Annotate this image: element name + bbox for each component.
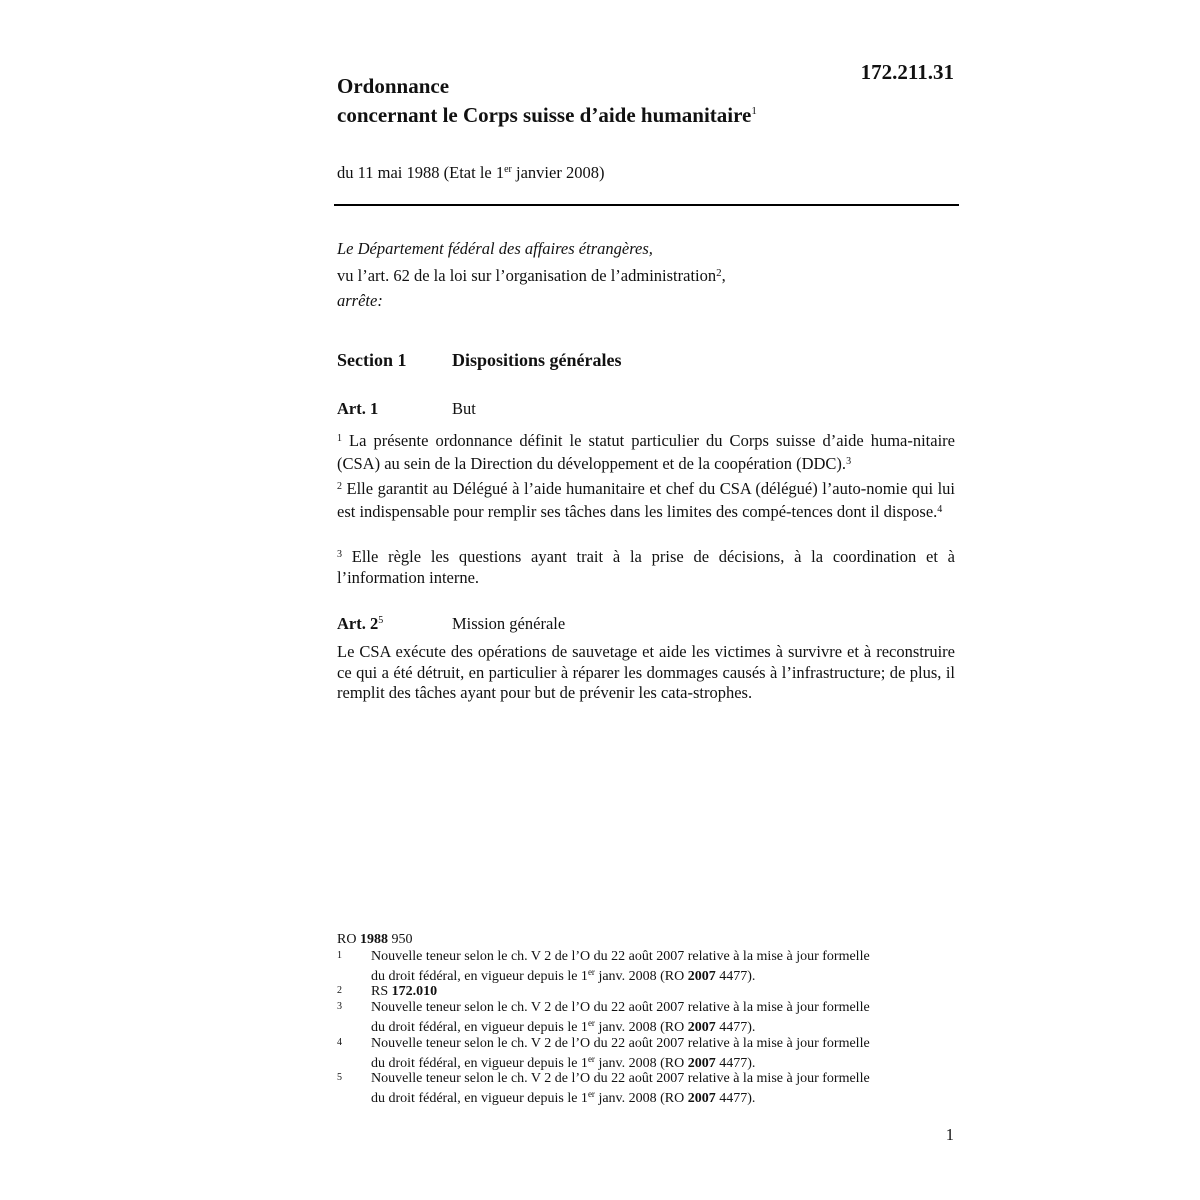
- page-number: 1: [945, 1125, 954, 1144]
- footnote-ref[interactable]: 1: [751, 105, 757, 117]
- title-line-1: Ordonnance: [337, 74, 450, 98]
- article-heading: Art. $2^5$ Mission générale: [337, 614, 566, 633]
- footnote: 4 Nouvelle teneur selon le ch. V 2 de l’O du 22 août 2007 relative à la mise à jour formelle du droit fédéral, en vigueur depuis le 1er janv. 2008 (RO 2007 4477).: [337, 1035, 870, 1071]
- article-paragraph: $^2$ Elle garantit au Délégué à l’aide humanitaire et chef du CSA (délégué) l’auto-nomie qui lui est indispensable pour remplir ses tâches dans les limites des compé-tences dont il dispose.$^4$: [337, 479, 955, 521]
- source-reference: RO 1988 950: [337, 932, 413, 947]
- issuer: Le Département fédéral des affaires étrangères,: [337, 239, 653, 258]
- preamble: [337, 236, 957, 313]
- rs-number: 172.211.31: [860, 60, 954, 84]
- date-line: du 11 mai 1988 (Etat le 1er janvier 2008): [337, 163, 605, 182]
- title-line-2: concernant le Corps suisse d’aide humanitaire$^1$: [337, 103, 757, 127]
- footnote-ref[interactable]: 5: [378, 615, 384, 626]
- footnotes: [337, 932, 957, 1107]
- footnote-ref[interactable]: 4: [937, 503, 943, 515]
- footnote: 5 Nouvelle teneur selon le ch. V 2 de l’O du 22 août 2007 relative à la mise à jour formelle du droit fédéral, en vigueur depuis le 1er janv. 2008 (RO 2007 4477).: [337, 1071, 870, 1107]
- footnote: 2 RS 172.010: [337, 984, 438, 1000]
- footnote-ref[interactable]: 2: [716, 267, 722, 279]
- legal-basis: vu l’art. 62 de la loi sur l’organisation de l’administration$^2$,: [337, 266, 726, 285]
- article-paragraph: $^3$ Elle règle les questions ayant trait à la prise de décisions, à la coordination et à l’information interne.: [337, 547, 955, 587]
- footnote-ref[interactable]: 3: [846, 455, 852, 467]
- article-heading: Art. 1 But: [337, 399, 476, 418]
- article-paragraph: Le CSA exécute des opérations de sauvetage et aide les victimes à survivre et à reconstruire ce qui a été détruit, en particulier à réparer les dommages causés à l’infrastructure; de plus, il remplit des tâches ayant pour but de prévenir les cata-strophes.: [337, 642, 955, 702]
- footnote: 3 Nouvelle teneur selon le ch. V 2 de l’O du 22 août 2007 relative à la mise à jour formelle du droit fédéral, en vigueur depuis le 1er janv. 2008 (RO 2007 4477).: [337, 1000, 870, 1035]
- page-title: [337, 74, 757, 128]
- article-paragraph: $^1$ La présente ordonnance définit le statut particulier du Corps suisse d’aide huma-nitaire (CSA) au sein de la Direction du développement et de la coopération (DDC).$^3$: [337, 431, 955, 473]
- footnote: 1 Nouvelle teneur selon le ch. V 2 de l’O du 22 août 2007 relative à la mise à jour formelle du droit fédéral, en vigueur depuis le 1er janv. 2008 (RO 2007 4477).: [337, 948, 870, 984]
- divider: [334, 204, 959, 206]
- decree: arrête:: [337, 291, 383, 310]
- section-heading: Section 1 Dispositions générales: [337, 350, 622, 370]
